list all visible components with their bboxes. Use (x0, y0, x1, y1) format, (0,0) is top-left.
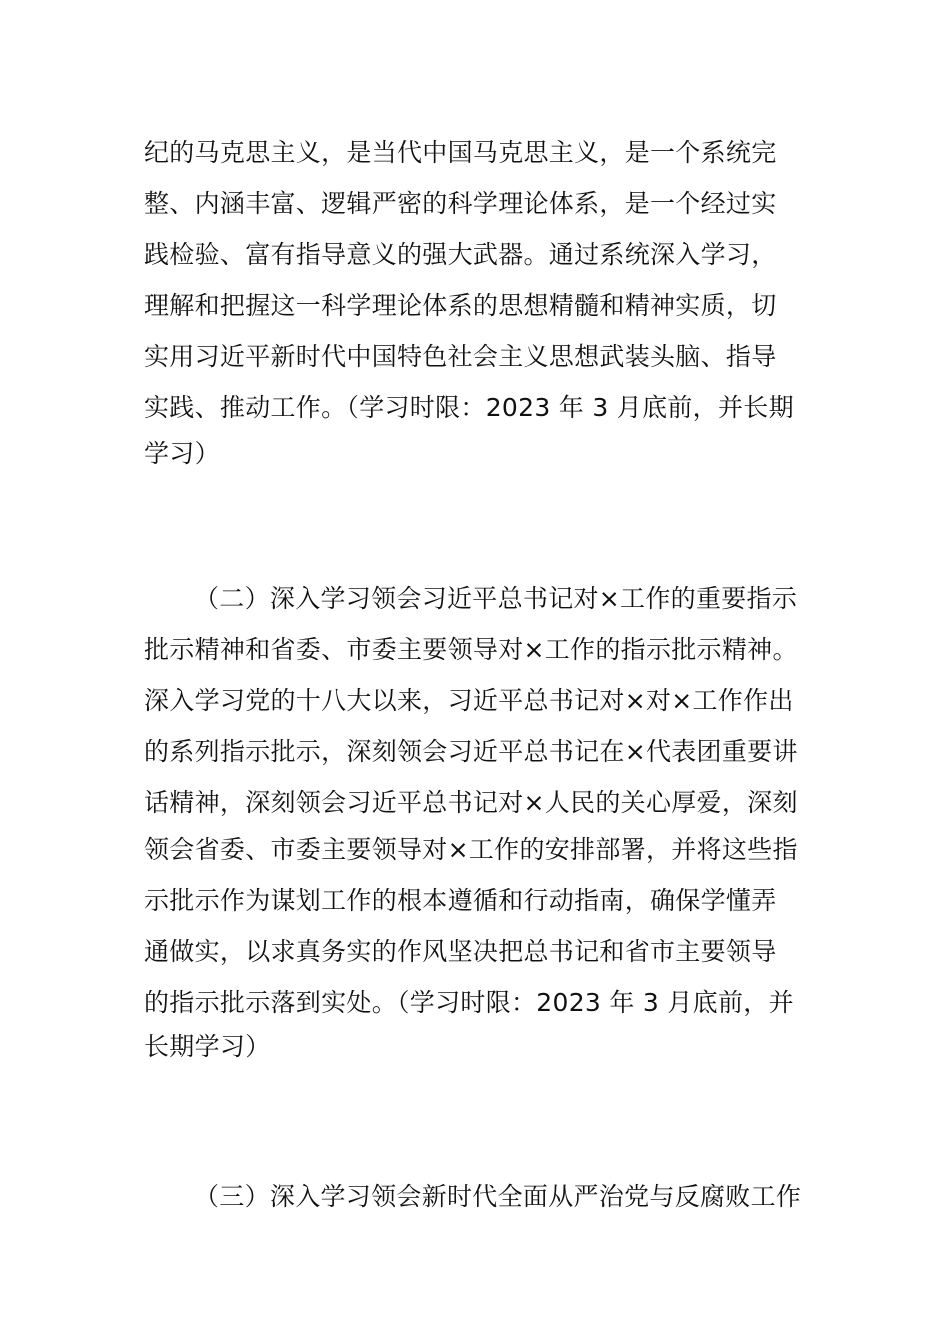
text-line: 深入学习党的十八大以来，习近平总书记对×对×工作作出 (144, 686, 794, 715)
text-line: 理解和把握这一科学理论体系的思想精髓和精神实质，切 (144, 291, 777, 320)
text-line: 实用习近平新时代中国特色社会主义思想武装头脑、指导 (144, 342, 777, 371)
text-line: 示批示作为谋划工作的根本遵循和行动指南，确保学懂弄 (144, 886, 777, 915)
text-line: 话精神，深刻领会习近平总书记对×人民的关心厚爱，深刻 (144, 788, 798, 817)
text-line: 领会省委、市委主要领导对×工作的安排部署，并将这些指 (144, 835, 798, 864)
text-line: 纪的马克思主义，是当代中国马克思主义，是一个系统完 (144, 138, 777, 167)
text-line: 的指示批示落到实处。（学习时限：2023 年 3 月底前，并 (144, 988, 794, 1017)
section-heading-3: （三）深入学习领会新时代全面从严治党与反腐败工作 (194, 1182, 802, 1211)
text-line: 通做实，以求真务实的作风坚决把总书记和省市主要领导 (144, 937, 777, 966)
text-line: 学习） (144, 439, 220, 468)
text-line: 的系列指示批示，深刻领会习近平总书记在×代表团重要讲 (144, 737, 798, 766)
text-line: 践检验、富有指导意义的强大武器。通过系统深入学习， (144, 240, 777, 269)
text-line: 批示精神和省委、市委主要领导对×工作的指示批示精神。 (144, 635, 798, 664)
section-heading-2: （二）深入学习领会习近平总书记对×工作的重要指示 (194, 584, 798, 613)
text-line: 实践、推动工作。（学习时限：2023 年 3 月底前，并长期 (144, 393, 794, 422)
text-line: 长期学习） (144, 1032, 271, 1061)
text-line: 整、内涵丰富、逻辑严密的科学理论体系，是一个经过实 (144, 189, 777, 218)
